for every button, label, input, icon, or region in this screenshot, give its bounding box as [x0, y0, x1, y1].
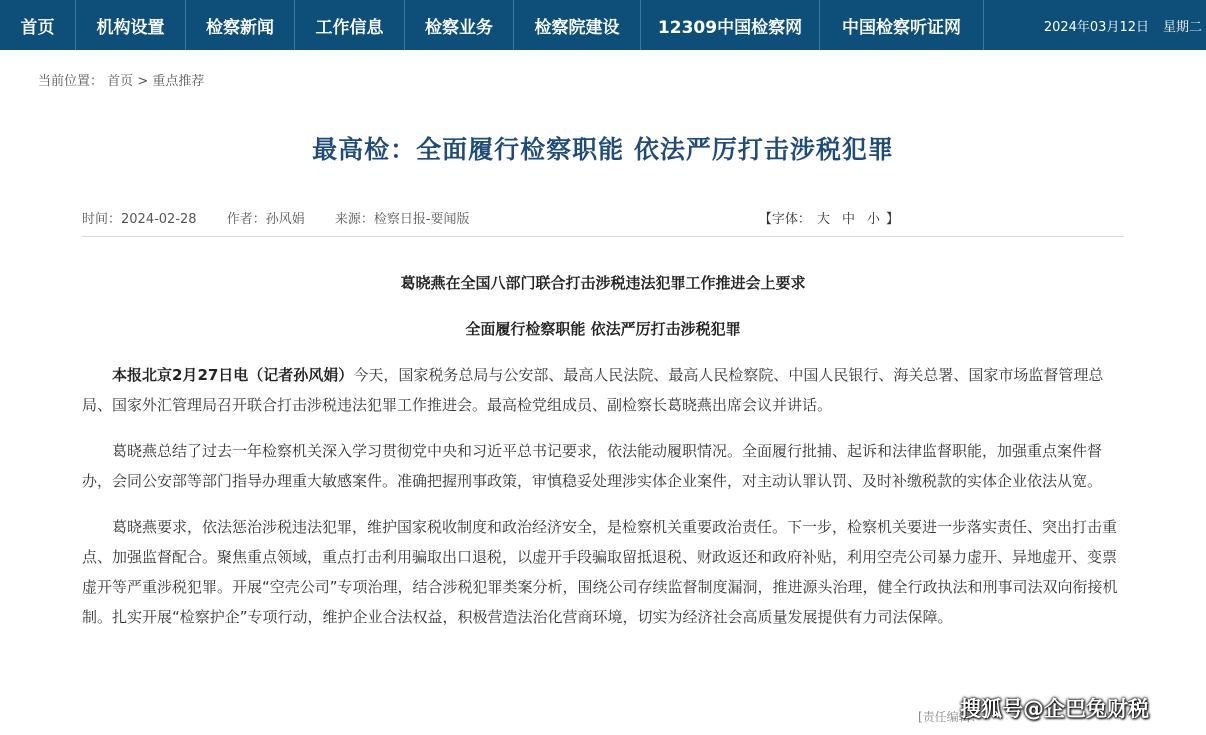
article-body — [82, 360, 1124, 648]
font-size-label-close: 】 — [885, 212, 899, 227]
article-paragraph-3: 葛晓燕要求，依法惩治涉税违法犯罪，维护国家税收制度和政治经济安全，是检察机关重要政治责任。下一步，检察机关要进一步落实责任、突出打击重点、加强监督配合。聚焦重点领域，重点打击利用骗取出口退税，以虚开手段骗取留抵退税、财政返还和政府补贴，利用空壳公司暴力虚开、异地虚开、变票虚开等严重涉税犯罪。开展“空壳公司”专项治理，结合涉税犯罪类案分析，围绕公司存续监督制度漏洞，推进源头治理，健全行政执法和刑事司法双向衔接机制。扎实开展“检察护企”专项行动，维护企业合法权益，积极营造法治化营商环境，切实为经济社会高质量发展提供有力司法保障。 — [82, 518, 1118, 626]
article-author: 作者：孙风娟 — [226, 212, 305, 227]
nav-item-hearing-portal[interactable]: 中国检察听证网 — [820, 0, 984, 50]
nav-item-procuratorial-business[interactable]: 检察业务 — [405, 0, 514, 50]
breadcrumb-separator: > — [137, 74, 149, 89]
current-date: 2024年03月12日 — [1043, 19, 1149, 35]
nav-date-display — [1044, 0, 1206, 50]
nav-item-procuratorate-news[interactable]: 检察新闻 — [186, 0, 295, 50]
font-size-label-open: 【字体： — [758, 212, 811, 227]
article-time: 时间：2024-02-28 — [82, 212, 197, 227]
top-navigation-bar — [0, 0, 1206, 50]
article-source: 来源：检察日报-要闻版 — [334, 212, 470, 227]
nav-item-12309-portal[interactable]: 12309中国检察网 — [641, 0, 820, 50]
header-divider — [82, 236, 1124, 237]
breadcrumb-home-link[interactable]: 首页 — [107, 74, 134, 89]
breadcrumb — [38, 70, 204, 89]
responsible-editor: [责任编辑： — [918, 710, 983, 724]
article-paragraph-1-text: 今天，国家税务总局与公安部、最高人民法院、最高人民检察院、中国人民银行、海关总署、国家市场监督管理总局、国家外汇管理局召开联合打击涉税违法犯罪工作推进会。最高检党组成员、副检察长葛晓燕出席会议并讲话。 — [82, 366, 1104, 414]
article-meta — [82, 208, 496, 227]
nav-item-home[interactable]: 首页 — [0, 0, 76, 50]
nav-item-procuratorate-building[interactable]: 检察院建设 — [514, 0, 641, 50]
font-size-small-button[interactable]: 小 — [866, 212, 880, 227]
sohu-watermark: 搜狐号@企巴兔财税 — [960, 697, 1149, 721]
article-paragraph-1 — [82, 360, 1124, 420]
current-weekday: 星期二 — [1162, 19, 1202, 35]
breadcrumb-current-link[interactable]: 重点推荐 — [152, 74, 205, 89]
font-size-large-button[interactable]: 大 — [816, 212, 830, 227]
nav-item-work-info[interactable]: 工作信息 — [295, 0, 405, 50]
article-dateline: 本报北京2月27日电（记者孙风娟） — [112, 366, 354, 384]
font-size-selector — [759, 208, 899, 227]
nav-item-organization[interactable]: 机构设置 — [76, 0, 186, 50]
font-size-medium-button[interactable]: 中 — [841, 212, 855, 227]
article-title: 最高检：全面履行检察职能 依法严厉打击涉税犯罪 — [312, 135, 894, 164]
breadcrumb-prefix: 当前位置： — [38, 74, 104, 89]
article-subtitle-1: 葛晓燕在全国八部门联合打击涉税违法犯罪工作推进会上要求 — [400, 274, 806, 292]
article-paragraph-2: 葛晓燕总结了过去一年检察机关深入学习贯彻党中央和习近平总书记要求，依法能动履职情况。全面履行批捕、起诉和法律监督职能，加强重点案件督办，会同公安部等部门指导办理重大敏感案件。准确把握刑事政策，审慎稳妥处理涉实体企业案件，对主动认罪认罚、及时补缴税款的实体企业依法从宽。 — [82, 442, 1103, 490]
article-subtitle-2: 全面履行检察职能 依法严厉打击涉税犯罪 — [465, 320, 741, 338]
